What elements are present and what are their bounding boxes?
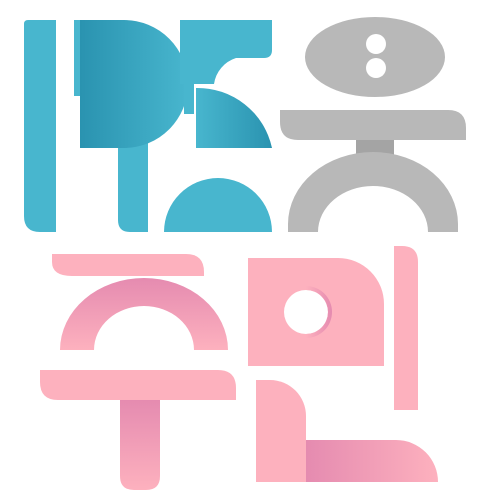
glyph-ju (40, 254, 236, 490)
eul-ellipse (305, 17, 445, 97)
ma-top-half-disc (80, 20, 188, 148)
ju-bottom-bar (40, 370, 236, 400)
ma-right-quarter-disc (196, 88, 272, 148)
eul-bar (280, 110, 466, 140)
ju-stem (120, 400, 160, 490)
eul-hole-bottom (366, 58, 386, 78)
glyph-eul (280, 17, 466, 232)
ma-inner-bar (184, 64, 194, 114)
ju-top-bar (52, 254, 204, 276)
min-bottom-l-stem (256, 440, 306, 482)
eul-hole-top (366, 34, 386, 54)
min-square (248, 258, 384, 366)
ma-left-bar (24, 20, 56, 232)
min-bottom-l (256, 380, 306, 440)
ma-mid-top-stem (74, 20, 80, 96)
glyph-ma (24, 20, 272, 232)
ju-arch (60, 278, 228, 350)
min-bottom-foot (306, 440, 438, 482)
min-right-bar (394, 246, 418, 410)
eul-arch (288, 152, 458, 232)
glyph-min (248, 246, 438, 482)
ma-bottom-half-disc (164, 178, 272, 232)
